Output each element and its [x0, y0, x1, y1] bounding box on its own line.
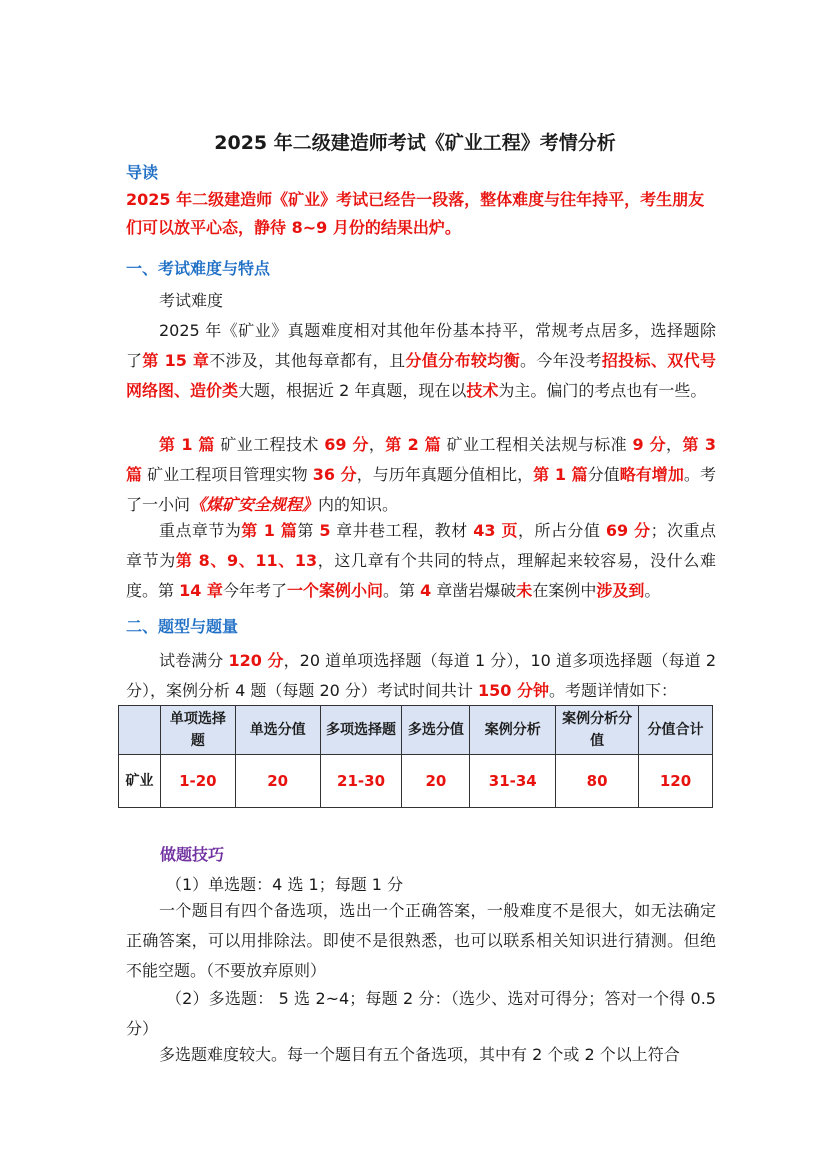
table-cell: 120: [639, 755, 713, 808]
table-header-cell: 案例分析分值: [556, 706, 639, 755]
table-cell: 1-20: [160, 755, 235, 808]
paragraph-key-chapters: 重点章节为第 1 篇第 5 章井巷工程，教材 43 页，所占分值 69 分；次重点章节为第 8、9、11、13，这几章有个共同的特点，理解起来较容易，没什么难度。第 14 章今年考了一个案例小问。第 4 章凿岩爆破未在案例中涉及到。: [126, 521, 716, 600]
table-row: [119, 755, 713, 808]
table-row-header: 矿业: [119, 755, 161, 808]
table-header-cell: 多选分值: [402, 706, 470, 755]
intro-text: 2025 年二级建造师《矿业》考试已经告一段落，整体难度与往年持平，考生朋友们可以放平心态，静待 8~9 月份的结果出炉。: [126, 190, 705, 237]
table-cell: 80: [556, 755, 639, 808]
table-header-cell: 案例分析: [470, 706, 556, 755]
section1-heading: 一、考试难度与特点: [126, 259, 271, 278]
section2-heading: 二、题型与题量: [126, 617, 239, 636]
table-cell: 20: [235, 755, 320, 808]
tip2-title: （2）多选题： 5 选 2~4；每题 2 分：（选少、选对可得分；答对一个得 0.5 分）: [126, 989, 716, 1038]
table-cell: 20: [402, 755, 470, 808]
table-header-cell: 多项选择题: [320, 706, 402, 755]
tip2-body: 多选题难度较大。每一个题目有五个备选项，其中有 2 个或 2 个以上符合: [159, 1045, 680, 1064]
tip1-title: （1）单选题：4 选 1；每题 1 分: [166, 875, 404, 894]
tip1-body: 一个题目有四个备选项，选出一个正确答案，一般难度不是很大，如无法确定正确答案，可以用排除法。即使不是很熟悉，也可以联系相关知识进行猜测。但绝不能空题。（不要放弃原则）: [126, 901, 716, 980]
difficulty-label: 考试难度: [159, 291, 224, 310]
paragraph-difficulty: 2025 年《矿业》真题难度相对其他年份基本持平，常规考点居多，选择题除了第 15 章不涉及，其他每章都有，且分值分布较均衡。今年没考招投标、双代号网络图、造价类大题，根据近 2 年真题，现在以技术为主。偏门的考点也有一些。: [126, 321, 716, 400]
tips-heading: 做题技巧: [160, 845, 225, 864]
table-header-cell: 单选分值: [235, 706, 320, 755]
exam-structure-table: [118, 705, 713, 808]
table-header-cell: [119, 706, 161, 755]
table-header-cell: 分值合计: [639, 706, 713, 755]
table-cell: 21-30: [320, 755, 402, 808]
paragraph-exam-format: 试卷满分 120 分，20 道单项选择题（每道 1 分），10 道多项选择题（每道 2 分），案例分析 4 题（每题 20 分）考试时间共计 150 分钟。考题详情如下：: [126, 651, 716, 700]
intro-heading: 导读: [126, 163, 159, 182]
page-title: 2025 年二级建造师考试《矿业工程》考情分析: [214, 132, 616, 154]
table-header-cell: 单项选择题: [160, 706, 235, 755]
table-header-row: [119, 706, 713, 755]
paragraph-scores: 第 1 篇 矿业工程技术 69 分，第 2 篇 矿业工程相关法规与标准 9 分，第 3 篇 矿业工程项目管理实物 36 分，与历年真题分值相比，第 1 篇分值略有增加。考了一小问《煤矿安全规程》内的知识。: [126, 435, 716, 514]
table-cell: 31-34: [470, 755, 556, 808]
